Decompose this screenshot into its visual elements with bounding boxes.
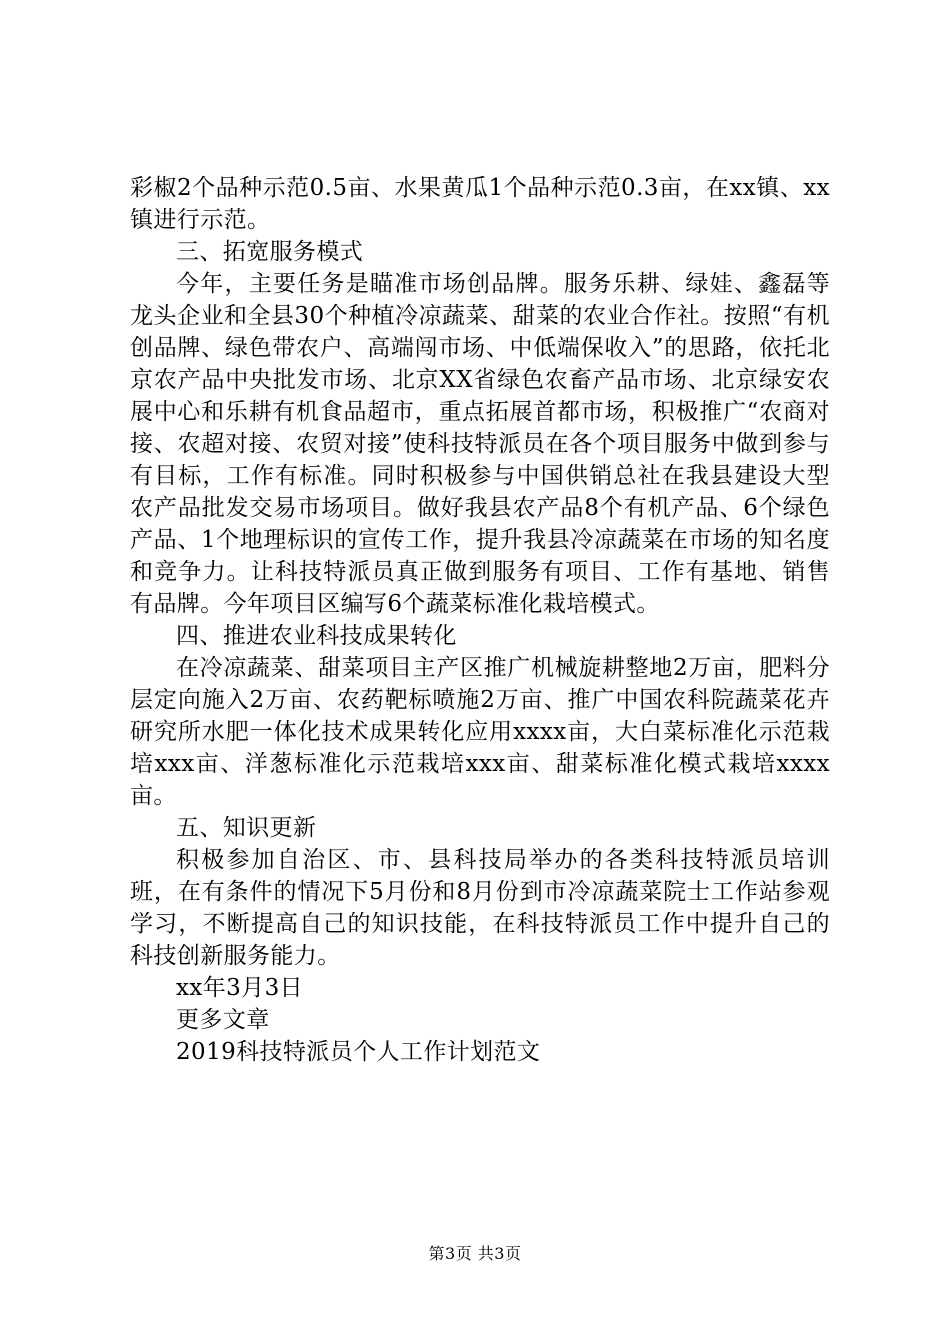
related-article-link[interactable]: 2019科技特派员个人工作计划范文 [176, 1039, 541, 1065]
paragraph-continuation: 彩椒2个品种示范0.5亩、水果黄瓜1个品种示范0.3亩，在xx镇、xx镇进行示范。 [130, 175, 830, 233]
page-footer [0, 1244, 950, 1264]
paragraph-tech-transfer: 在冷凉蔬菜、甜菜项目主产区推广机械旋耕整地2万亩，肥料分层定向施入2万亩、农药靶标喷施2万亩、推广中国农科院蔬菜花卉研究所水肥一体化技术成果转化应用xxxx亩，大白菜标准化示范栽培xxx亩、洋葱标准化示范栽培xxx亩、甜菜标准化模式栽培xxxx亩。 [130, 655, 830, 809]
document-date: xx年3月3日 [176, 975, 304, 1001]
paragraph-service-model: 今年，主要任务是瞄准市场创品牌。服务乐耕、绿娃、鑫磊等龙头企业和全县30个种植冷凉蔬菜、甜菜的农业合作社。按照“有机创品牌、绿色带农户、高端闯市场、中低端保收入”的思路，依托北京农产品中央批发市场、北京XX省绿色农畜产品市场、北京绿安农展中心和乐耕有机食品超市，重点拓展首都市场，积极推广“农商对接、农超对接、农贸对接”使科技特派员在各个项目服务中做到参与有目标，工作有标准。同时积极参与中国供销总社在我县建设大型农产品批发交易市场项目。做好我县农产品8个有机产品、6个绿色产品、1个地理标识的宣传工作，提升我县冷凉蔬菜在市场的知名度和竞争力。让科技特派员真正做到服务有项目、工作有基地、销售有品牌。今年项目区编写6个蔬菜标准化栽培模式。 [130, 271, 830, 617]
section-heading-4: 四、推进农业科技成果转化 [176, 623, 457, 649]
section-heading-5: 五、知识更新 [176, 815, 317, 841]
paragraph-knowledge-update: 积极参加自治区、市、县科技局举办的各类科技特派员培训班，在有条件的情况下5月份和8月份到市冷凉蔬菜院士工作站参观学习，不断提高自己的知识技能，在科技特派员工作中提升自己的科技创新服务能力。 [130, 847, 830, 969]
more-articles-heading: 更多文章 [176, 1007, 270, 1033]
page-number: 第3页 共3页 [428, 1244, 522, 1263]
document-body [130, 172, 830, 1068]
section-heading-3: 三、拓宽服务模式 [176, 239, 364, 265]
